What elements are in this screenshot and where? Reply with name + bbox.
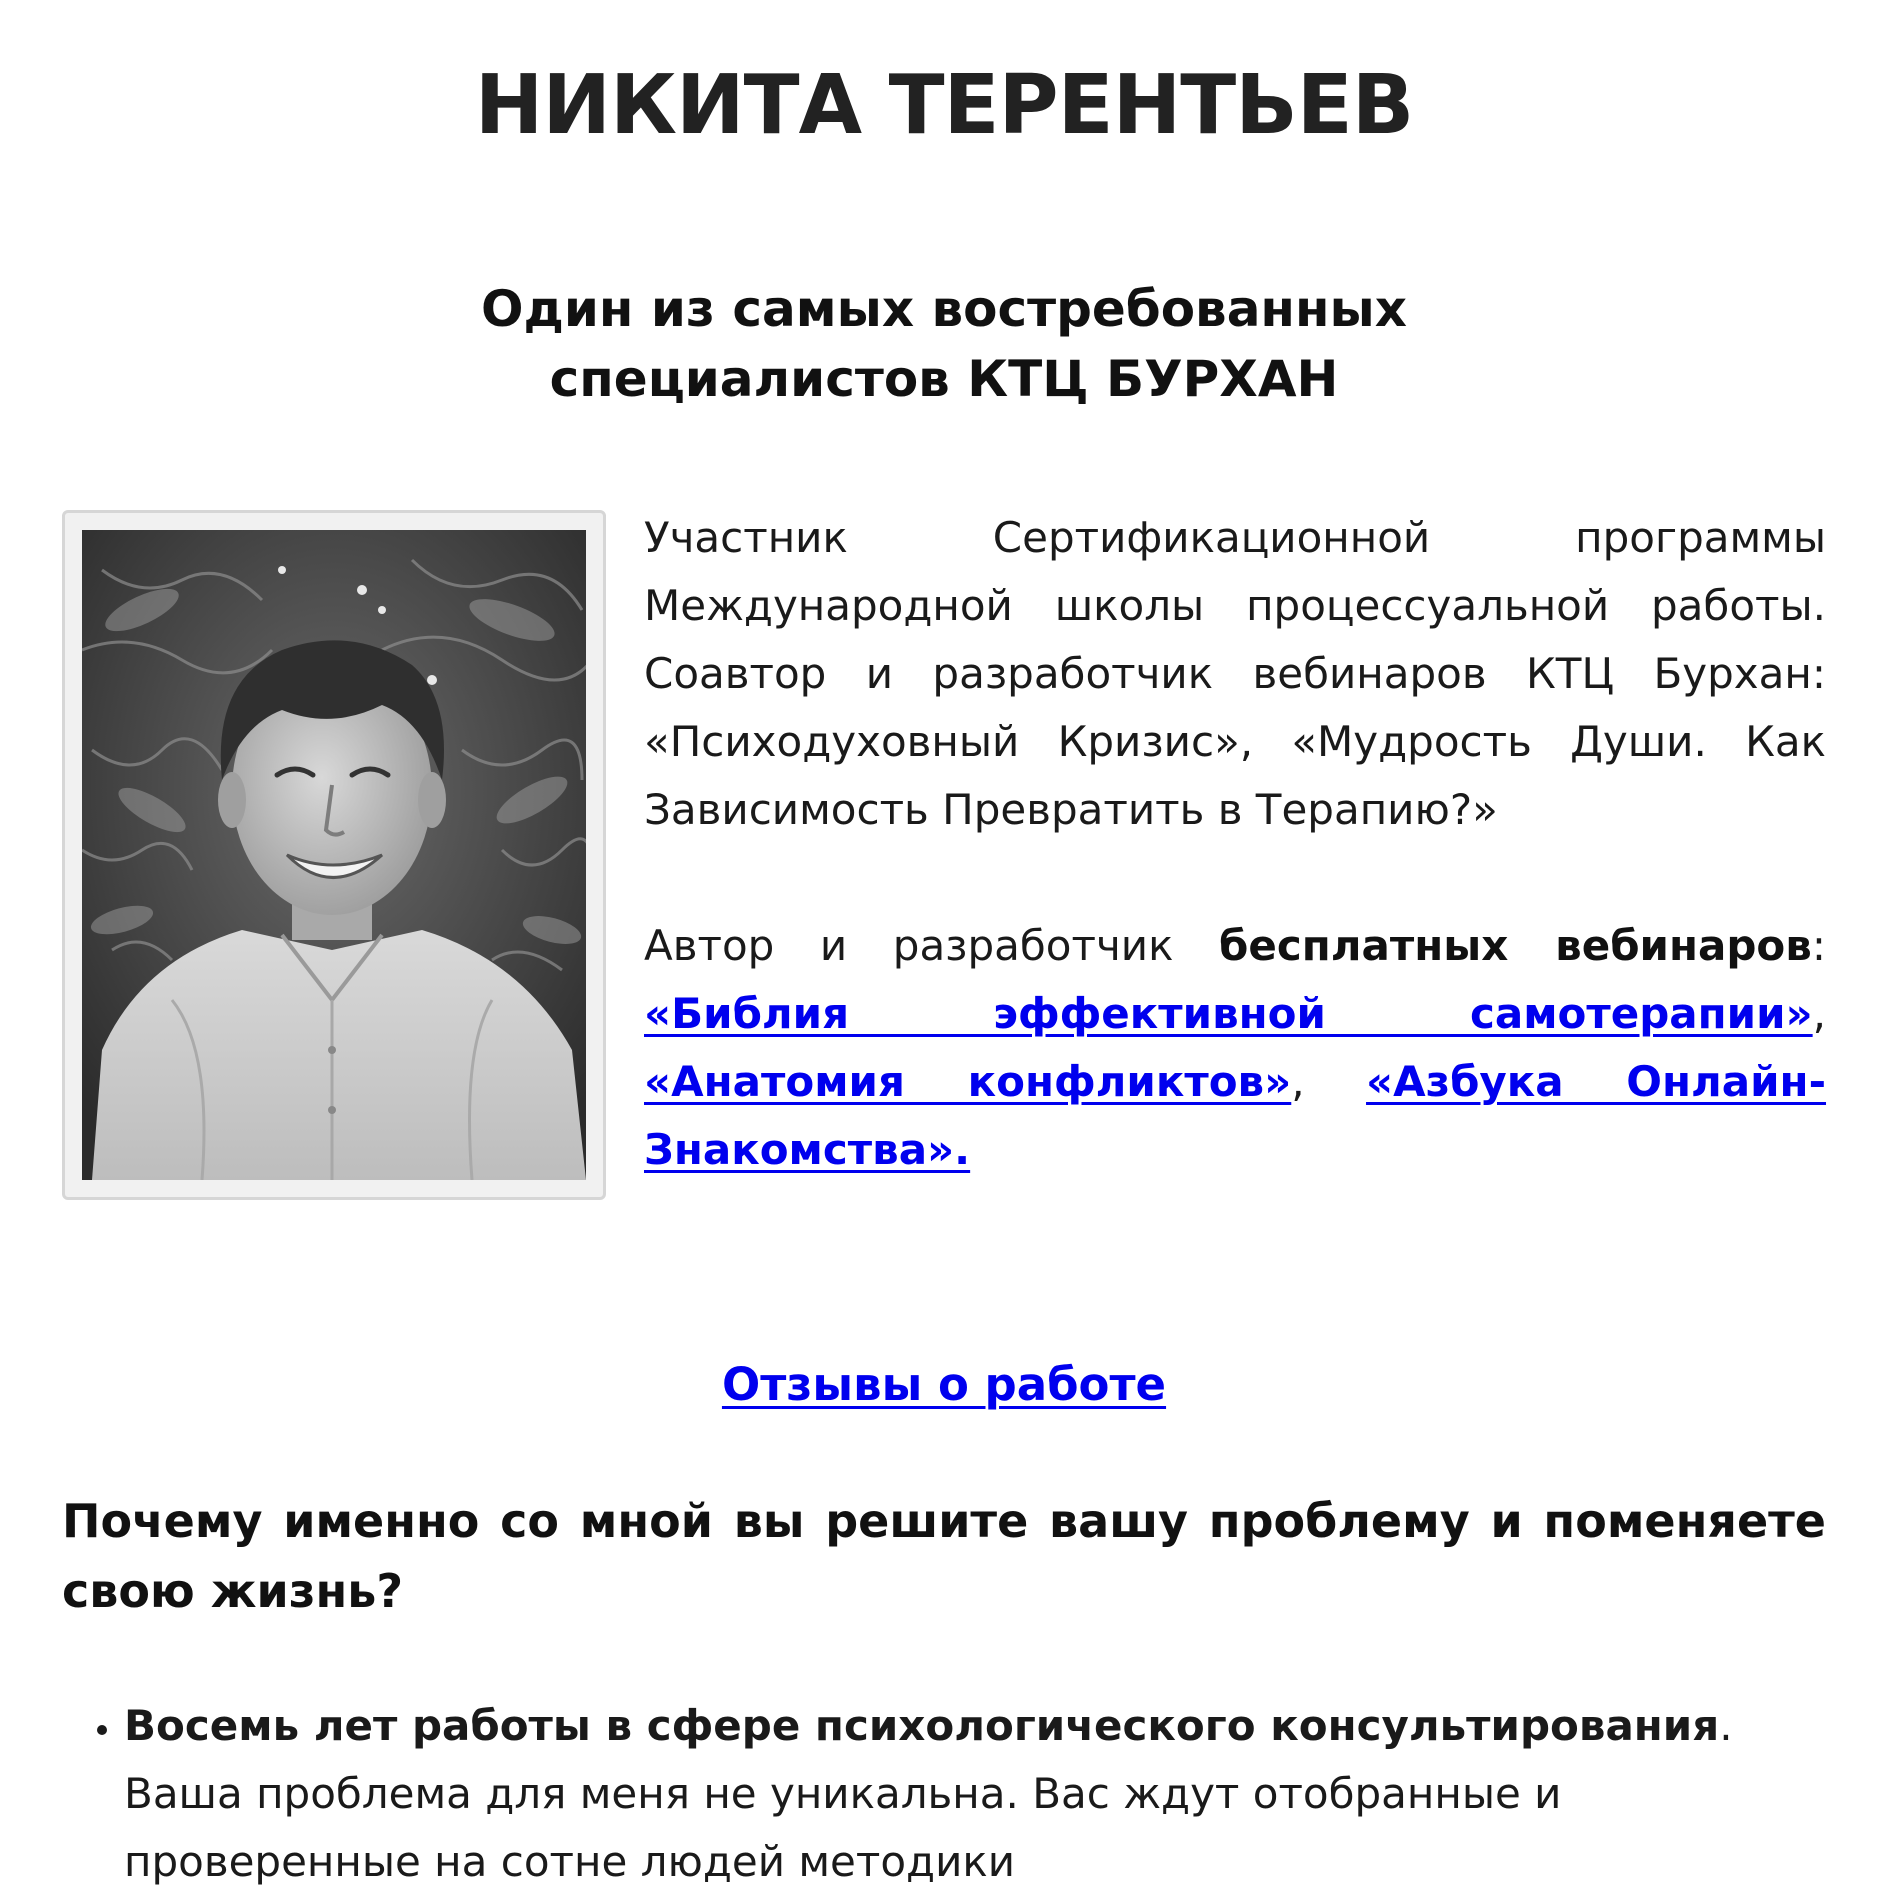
list-item [124, 1692, 1764, 1896]
reviews-link[interactable]: Отзывы о работе [721, 1358, 1167, 1411]
author-prefix: Автор и разработчик [644, 921, 1220, 970]
subtitle-line-1: Один из самых востребованных [480, 280, 1407, 338]
webinar-link-dating[interactable]: «Азбука Онлайн-Знакомства». [644, 1057, 1827, 1174]
benefit-text: . Ваша проблема для меня не уникальна. Вас ждут отобранные и проверенные на сотне людей методики [124, 1701, 1733, 1886]
benefit-bold: Восемь лет работы в сфере психологического консультирования [124, 1701, 1720, 1750]
bio-text [644, 504, 1826, 1184]
portrait-photo [82, 530, 586, 1180]
specialist-page [62, 0, 1826, 1896]
specialist-subtitle [394, 274, 1494, 414]
benefits-list [62, 1692, 1764, 1896]
author-colon: : [1811, 921, 1827, 970]
webinar-link-bible[interactable]: «Библия эффективной самотерапии» [644, 989, 1813, 1038]
why-me-heading: Почему именно со мной вы решите вашу проблему и поменяете свою жизнь? [62, 1494, 1826, 1618]
portrait-frame [62, 510, 606, 1200]
bio-paragraph-1: Участник Сертификационной программы Международной школы процессуальной работы. Соавтор и разработчик вебинаров КТЦ Бурхан: «Психодуховный Кризис», «Мудрость Души. Как Зависимость Превратить в Терапию?» [644, 513, 1826, 834]
intro-section [62, 510, 1826, 1200]
bio-paragraph-2 [644, 912, 1826, 1184]
separator: , [1291, 1057, 1367, 1106]
separator: , [1812, 989, 1826, 1038]
reviews-section [62, 1350, 1826, 1420]
free-webinars-label: бесплатных вебинаров [1219, 921, 1812, 970]
webinar-link-conflicts[interactable]: «Анатомия конфликтов» [644, 1057, 1292, 1106]
subtitle-line-2: специалистов КТЦ БУРХАН [549, 350, 1339, 408]
specialist-name: НИКИТА ТЕРЕНТЬЕВ [474, 58, 1414, 153]
